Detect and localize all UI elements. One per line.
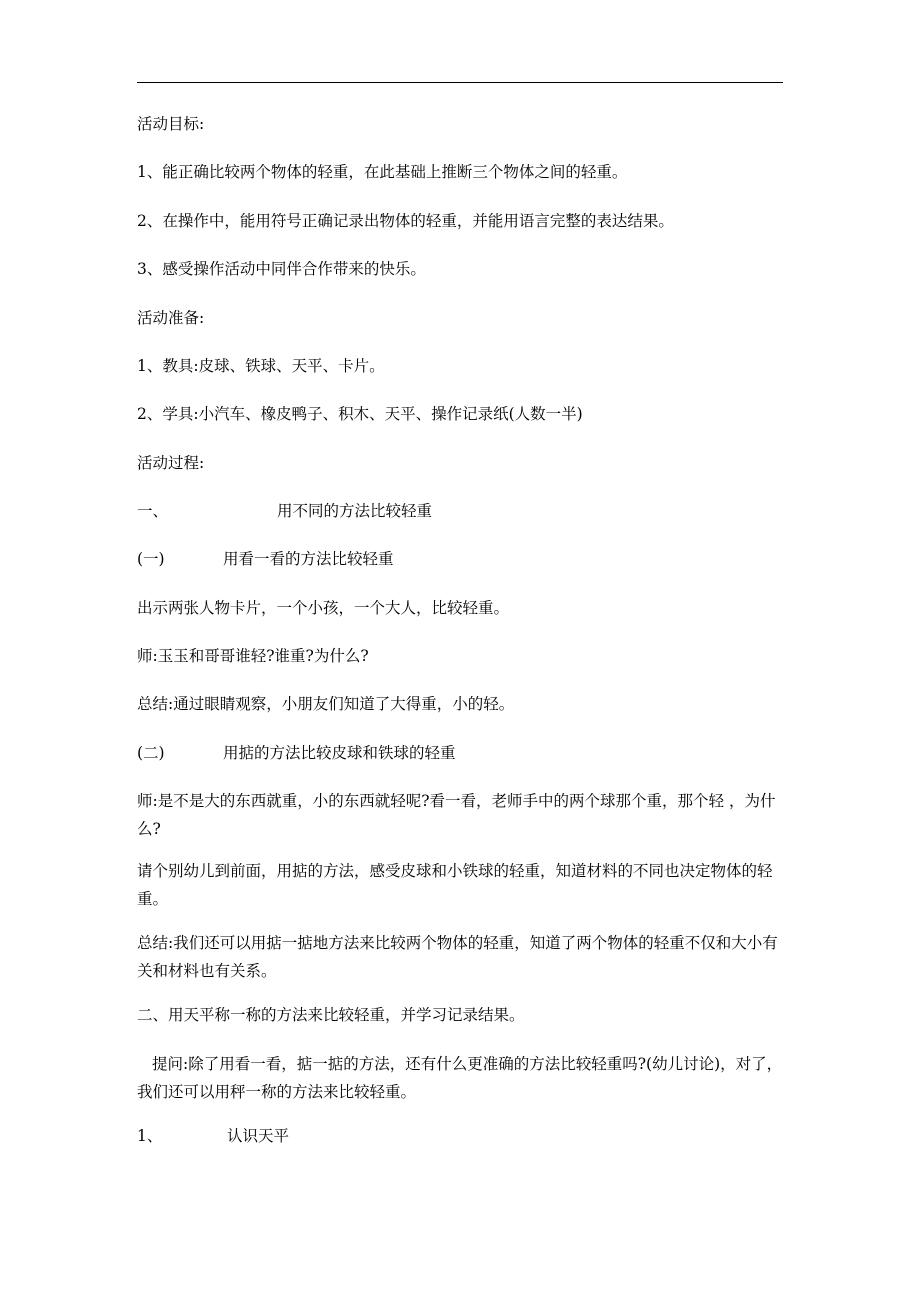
prep-heading: 活动准备:: [137, 309, 205, 327]
objectives-heading: 活动目标:: [137, 115, 205, 133]
subsection-title: 用掂的方法比较皮球和铁球的轻重: [223, 744, 456, 762]
section-number: 一、: [137, 502, 169, 520]
subsection-one-heading: [137, 545, 394, 573]
section-two-heading: 二、用天平称一称的方法来比较轻重，并学习记录结果。: [137, 1006, 525, 1024]
body-paragraph: 请个别幼儿到前面，用掂的方法，感受皮球和小铁球的轻重，知道材料的不同也决定物体的轻重。: [137, 862, 773, 908]
prep-item: 1、教具:皮球、铁球、天平、卡片。: [137, 357, 385, 375]
body-line: 出示两张人物卡片，一个小孩，一个大人，比较轻重。: [137, 599, 510, 617]
body-paragraph: 师:是不是大的东西就重，小的东西就轻呢?看一看，老师手中的两个球那个重，那个轻 ，为什么?: [137, 792, 776, 838]
subsection-number: (二): [137, 744, 165, 762]
header-rule: [137, 82, 783, 83]
process-heading: 活动过程:: [137, 454, 205, 472]
objective-item: 2、在操作中，能用符号正确记录出物体的轻重，并能用语言完整的表达结果。: [137, 212, 674, 230]
objective-item: 3、感受操作活动中同伴合作带来的快乐。: [137, 260, 426, 278]
objective-item: 1、能正确比较两个物体的轻重，在此基础上推断三个物体之间的轻重。: [137, 163, 628, 181]
subsection-title: 用看一看的方法比较轻重: [223, 550, 394, 568]
item-title: 认识天平: [227, 1127, 290, 1145]
body-line: 总结:通过眼睛观察，小朋友们知道了大得重，小的轻。: [137, 695, 515, 713]
section-one-heading: [137, 497, 433, 525]
body-paragraph: 提问:除了用看一看，掂一掂的方法，还有什么更准确的方法比较轻重吗?(幼儿讨论)，对了，我们还可以用秤一称的方法来比较轻重。: [137, 1055, 783, 1101]
section-title: 用不同的方法比较轻重: [277, 502, 433, 520]
prep-item: 2、学具:小汽车、橡皮鸭子、积木、天平、操作记录纸(人数一半): [137, 405, 583, 423]
subsection-two-heading: [137, 739, 456, 767]
body-paragraph: 总结:我们还可以用掂一掂地方法来比较两个物体的轻重，知道了两个物体的轻重不仅和大小有关和材料也有关系。: [137, 934, 778, 980]
body-line: 师:玉玉和哥哥谁轻?谁重?为什么?: [137, 647, 369, 665]
item-one-heading: [137, 1122, 290, 1150]
item-number: 1、: [137, 1127, 163, 1145]
subsection-number: (一): [137, 550, 165, 568]
